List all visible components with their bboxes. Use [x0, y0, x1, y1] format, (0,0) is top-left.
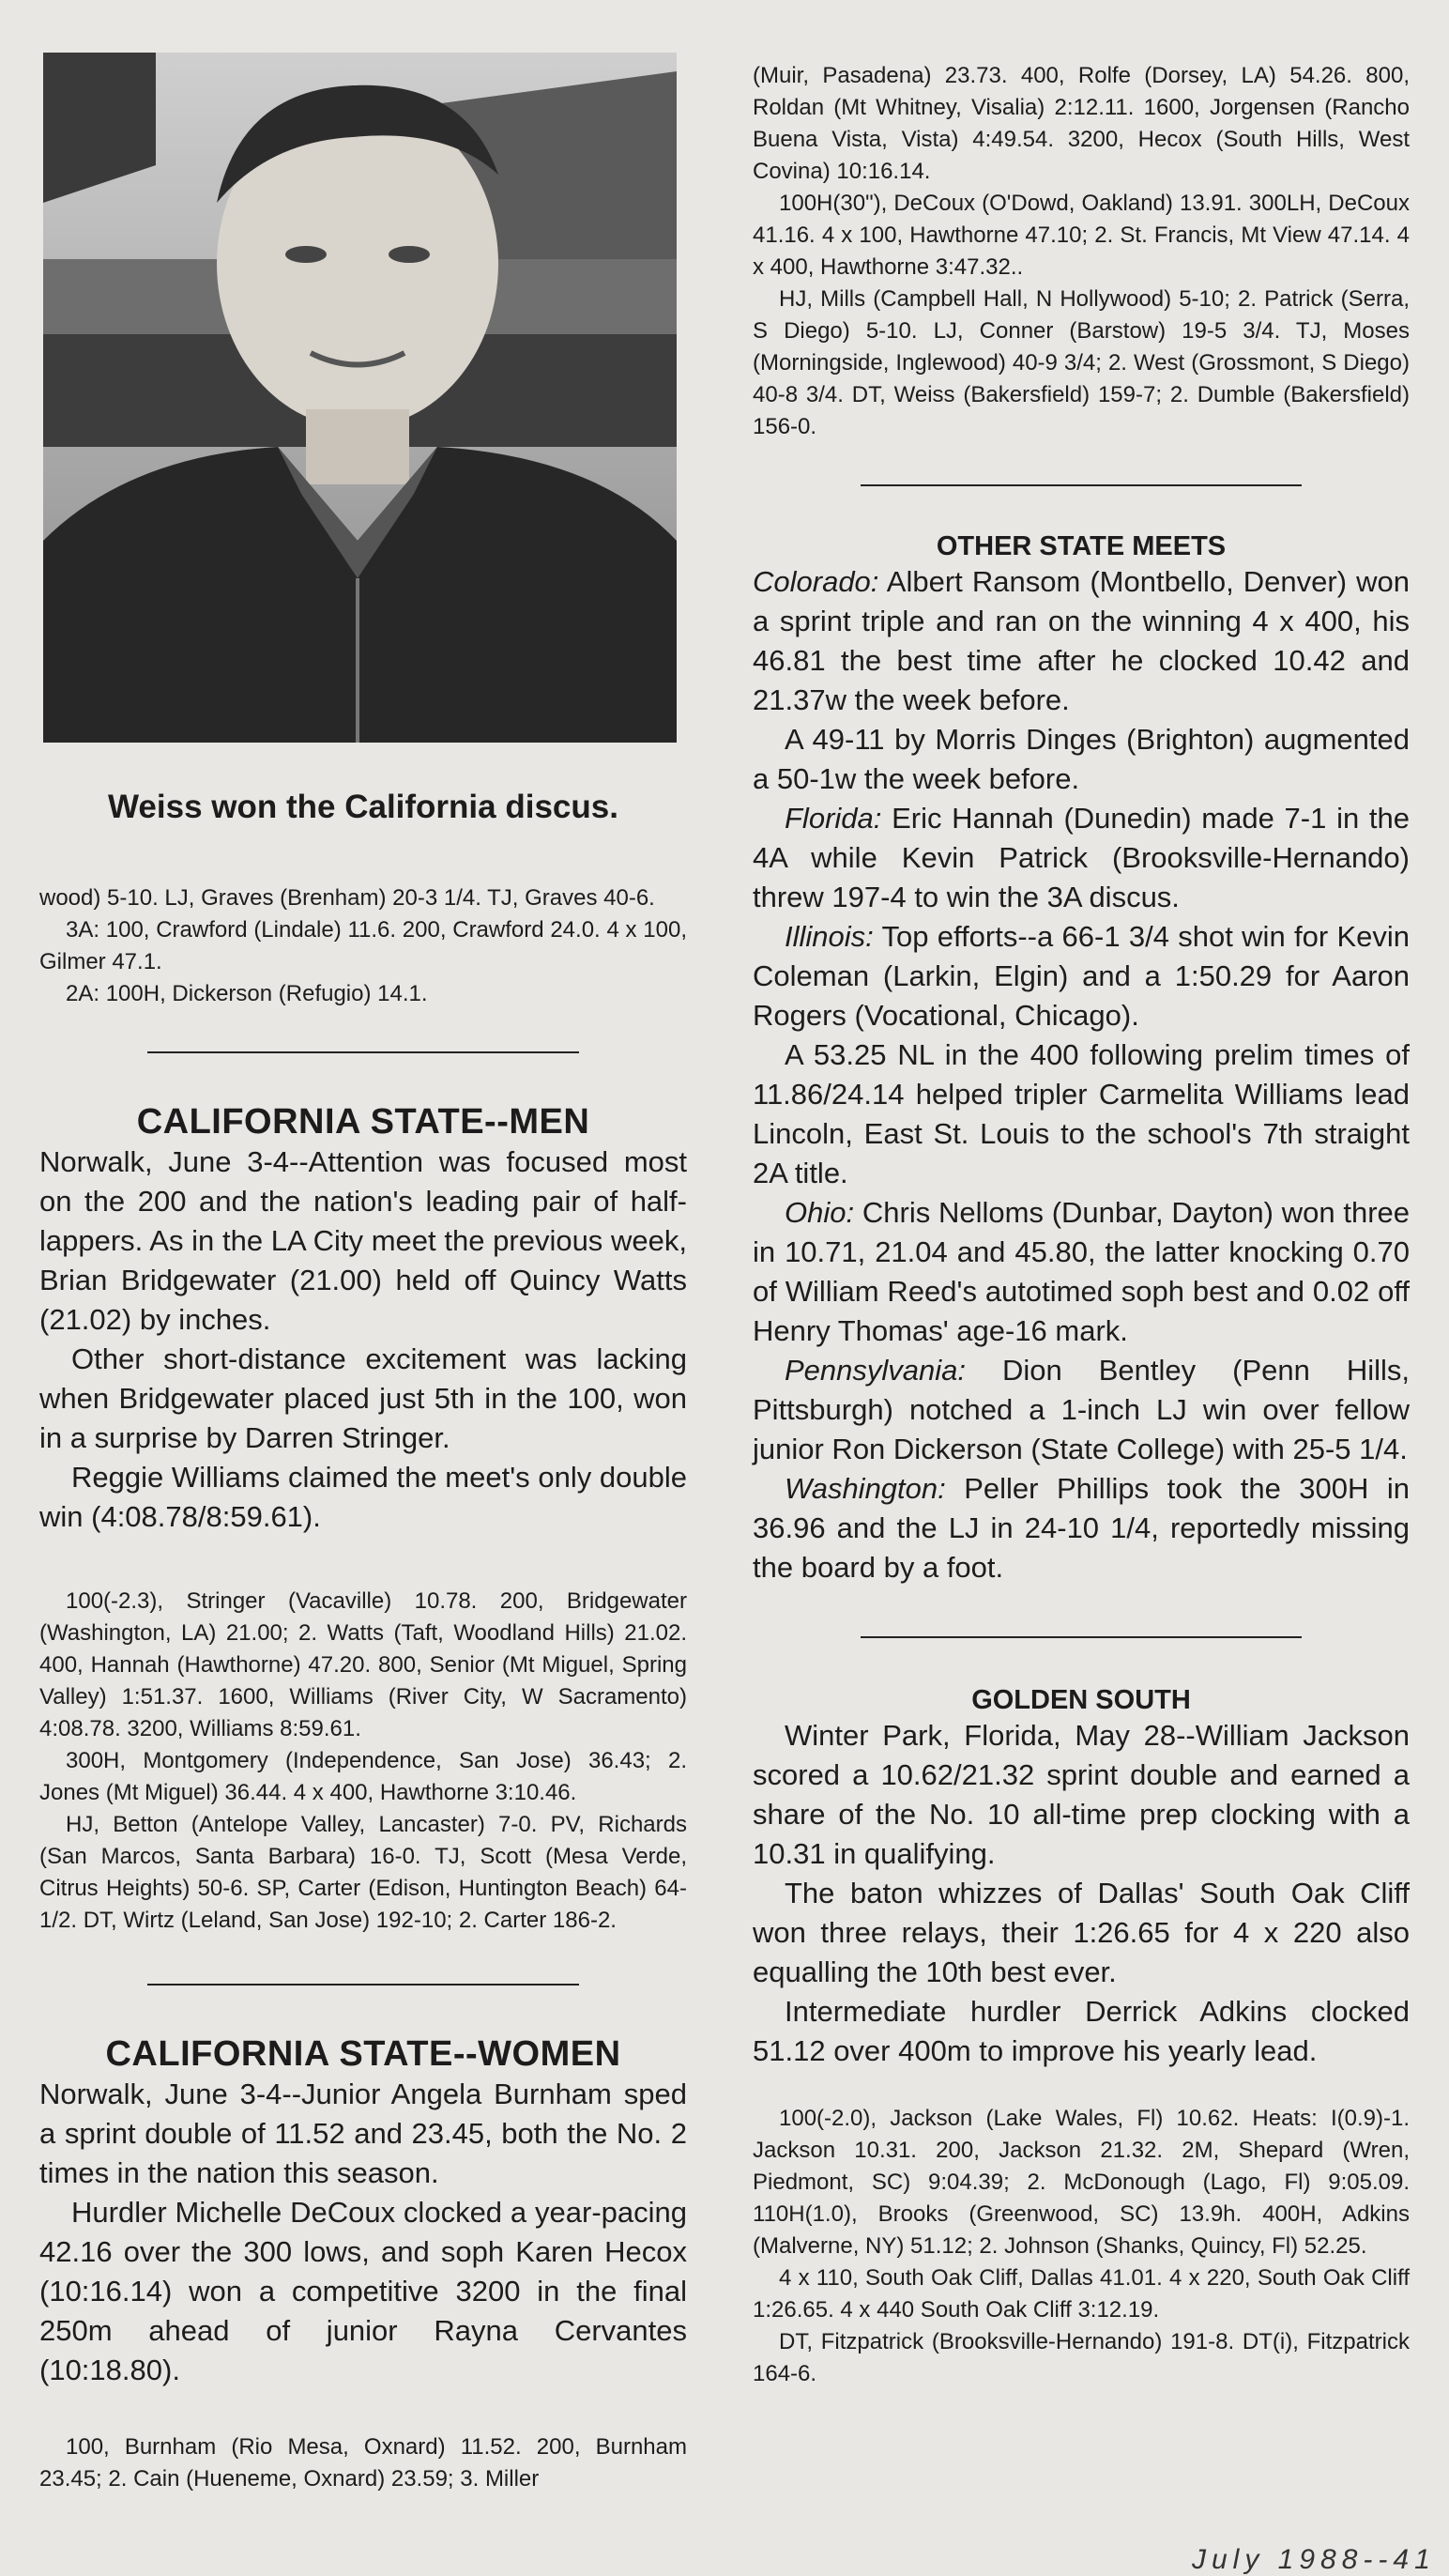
results-paragraph: 100(-2.0), Jackson (Lake Wales, Fl) 10.62. Heats: I(0.9)-1. Jackson 10.31. 200, Jackson 21.32. 2M, Shepard (Wren, Piedmont, SC) 9:04.39; 2. McDonough (Lago, Fl) 9:05.09. 110H(1.0), Brooks (Greenwood, SC) 13.9h. 400H, Adkins (Malverne, NY) 51.12; 2. Johnson (Shanks, Quincy, Fl) 52.25. — [753, 2106, 1410, 2259]
state-name: Colorado: — [753, 565, 879, 598]
section-divider — [861, 484, 1302, 486]
results-paragraph: HJ, Betton (Antelope Valley, Lancaster) 7-0. PV, Richards (San Marcos, Santa Barbara) 16-0. TJ, Scott (Mesa Verde, Citrus Heights) 50-6. SP, Carter (Edison, Huntington Beach) 64-1/2. DT, Wirtz (Leland, San Jose) 192-10; 2. Carter 186-2. — [39, 1812, 687, 1933]
section-divider — [861, 1636, 1302, 1638]
left-column — [39, 882, 687, 2495]
results-paragraph: 300H, Montgomery (Independence, San Jose) 36.43; 2. Jones (Mt Miguel) 36.44. 4 x 400, Hawthorne 3:10.46. — [39, 1748, 687, 1805]
article-paragraph: Winter Park, Florida, May 28--William Jackson scored a 10.62/21.32 sprint double and earned a share of the No. 10 all-time prep clocking with a 10.31 in qualifying. — [753, 1719, 1410, 1870]
women-results-continued — [753, 60, 1410, 443]
women-results — [39, 2431, 687, 2495]
article-paragraph: Norwalk, June 3-4--Attention was focused most on the 200 and the nation's leading pair of half-lappers. As in the LA City meet the previous week, Brian Bridgewater (21.00) held off Quincy Watts (21.02) by inches. — [39, 1145, 687, 1336]
golden-south-results — [753, 2103, 1410, 2390]
paragraph-text: Dion Bentley (Penn Hills, Pittsburgh) notched a 1-inch LJ win over fellow junior Ron Dickerson (State College) with 25-5 1/4. — [753, 1354, 1410, 1465]
results-paragraph: 100(-2.3), Stringer (Vacaville) 10.78. 200, Bridgewater (Washington, LA) 21.00; 2. Watts (Taft, Woodland Hills) 21.02. 400, Hannah (Hawthorne) 47.20. 800, Senior (Mt Miguel, Spring Valley) 1:51.37. 1600, Williams (River City, W Sacramento) 4:08.78. 3200, Williams 8:59.61. — [39, 1588, 687, 1741]
section-title-other-state-meets: OTHER STATE MEETS — [936, 531, 1227, 561]
article-paragraph — [753, 1351, 1410, 1469]
other-state-meets-article — [753, 562, 1410, 1587]
article-paragraph — [753, 1469, 1410, 1587]
results-paragraph: 3A: 100, Crawford (Lindale) 11.6. 200, Crawford 24.0. 4 x 100, Gilmer 47.1. — [39, 917, 687, 974]
article-paragraph — [753, 720, 1410, 799]
section-divider — [147, 1051, 579, 1053]
state-name: Ohio: — [785, 1196, 855, 1229]
section-divider — [147, 1984, 579, 1986]
results-paragraph: 100H(30"), DeCoux (O'Dowd, Oakland) 13.91. 300LH, DeCoux 41.16. 4 x 100, Hawthorne 47.10; 2. St. Francis, Mt View 47.14. 4 x 400, Hawthorne 3:47.32.. — [753, 191, 1410, 280]
section-title-golden-south: GOLDEN SOUTH — [971, 1685, 1191, 1715]
results-paragraph: wood) 5-10. LJ, Graves (Brenham) 20-3 1/4. TJ, Graves 40-6. — [39, 885, 655, 911]
article-paragraph — [753, 1035, 1410, 1193]
men-results — [39, 1586, 687, 1937]
results-paragraph: DT, Fitzpatrick (Brooksville-Hernando) 191-8. DT(i), Fitzpatrick 164-6. — [753, 2329, 1410, 2386]
article-paragraph: Other short-distance excitement was lacking when Bridgewater placed just 5th in the 100, won in a surprise by Darren Stringer. — [39, 1342, 687, 1454]
article-paragraph: Reggie Williams claimed the meet's only double win (4:08.78/8:59.61). — [39, 1461, 687, 1533]
article-paragraph: Hurdler Michelle DeCoux clocked a year-pacing 42.16 over the 300 lows, and soph Karen Hecox (10:16.14) won a competitive 3200 in the final 250m ahead of junior Rayna Cervantes (10:18.80). — [39, 2196, 687, 2386]
athlete-photo — [43, 53, 677, 743]
state-name: Florida: — [785, 802, 882, 835]
page-footer: July 1988--41 — [1192, 2544, 1436, 2575]
state-name: Pennsylvania: — [785, 1354, 967, 1387]
article-paragraph — [753, 799, 1410, 917]
article-paragraph: The baton whizzes of Dallas' South Oak Cliff won three relays, their 1:26.65 for 4 x 220 also equalling the 10th best ever. — [753, 1877, 1410, 1988]
article-paragraph: Intermediate hurdler Derrick Adkins clocked 51.12 over 400m to improve his yearly lead. — [753, 1995, 1410, 2067]
paragraph-text: Peller Phillips took the 300H in 36.96 and the LJ in 24-10 1/4, reportedly missing the board by a foot. — [753, 1472, 1410, 1584]
paragraph-text: A 53.25 NL in the 400 following prelim times of 11.86/24.14 helped tripler Carmelita Williams lead Lincoln, East St. Louis to the school's 7th straight 2A title. — [753, 1038, 1410, 1189]
right-column — [753, 60, 1410, 2390]
article-paragraph: Norwalk, June 3-4--Junior Angela Burnham sped a sprint double of 11.52 and 23.45, both the No. 2 times in the nation this season. — [39, 2078, 687, 2189]
results-paragraph: (Muir, Pasadena) 23.73. 400, Rolfe (Dorsey, LA) 54.26. 800, Roldan (Mt Whitney, Visalia) 2:12.11. 1600, Jorgensen (Rancho Buena Vista, Vista) 4:49.54. 3200, Hecox (South Hills, West Covina) 10:16.14. — [753, 63, 1410, 184]
men-article — [39, 1142, 687, 1537]
state-name: Washington: — [785, 1472, 946, 1505]
section-title-women: CALIFORNIA STATE--WOMEN — [105, 2034, 621, 2074]
photo-caption: Weiss won the California discus. — [108, 789, 618, 825]
state-name: Illinois: — [785, 920, 874, 953]
results-paragraph: 2A: 100H, Dickerson (Refugio) 14.1. — [66, 981, 428, 1006]
results-paragraph: 4 x 110, South Oak Cliff, Dallas 41.01. 4 x 220, South Oak Cliff 1:26.65. 4 x 440 South Oak Cliff 3:12.19. — [753, 2265, 1410, 2323]
texas-results-continued — [39, 882, 687, 1010]
section-title-men: CALIFORNIA STATE--MEN — [136, 1102, 590, 1142]
article-paragraph — [753, 917, 1410, 1035]
women-article — [39, 2075, 687, 2390]
paragraph-text: Eric Hannah (Dunedin) made 7-1 in the 4A while Kevin Patrick (Brooksville-Hernando) threw 197-4 to win the 3A discus. — [753, 802, 1410, 913]
golden-south-article — [753, 1716, 1410, 2071]
results-paragraph: 100, Burnham (Rio Mesa, Oxnard) 11.52. 200, Burnham 23.45; 2. Cain (Hueneme, Oxnard) 23.59; 3. Miller — [39, 2434, 687, 2492]
paragraph-text: Albert Ransom (Montbello, Denver) won a sprint triple and ran on the winning 4 x 400, his 46.81 the best time after he clocked 10.42 and 21.37w the week before. — [753, 565, 1410, 716]
paragraph-text: A 49-11 by Morris Dinges (Brighton) augmented a 50-1w the week before. — [753, 723, 1410, 795]
article-paragraph — [753, 1193, 1410, 1351]
results-paragraph: HJ, Mills (Campbell Hall, N Hollywood) 5-10; 2. Patrick (Serra, S Diego) 5-10. LJ, Conner (Barstow) 19-5 3/4. TJ, Moses (Morningside, Inglewood) 40-9 3/4; 2. West (Grossmont, S Diego) 40-8 3/4. DT, Weiss (Bakersfield) 159-7; 2. Dumble (Bakersfield) 156-0. — [753, 286, 1410, 439]
paragraph-text: Chris Nelloms (Dunbar, Dayton) won three in 10.71, 21.04 and 45.80, the latter knocking 0.70 of William Reed's autotimed soph best and 0.02 off Henry Thomas' age-16 mark. — [753, 1196, 1410, 1347]
article-paragraph — [753, 562, 1410, 720]
paragraph-text: Top efforts--a 66-1 3/4 shot win for Kevin Coleman (Larkin, Elgin) and a 1:50.29 for Aaron Rogers (Vocational, Chicago). — [753, 920, 1410, 1032]
